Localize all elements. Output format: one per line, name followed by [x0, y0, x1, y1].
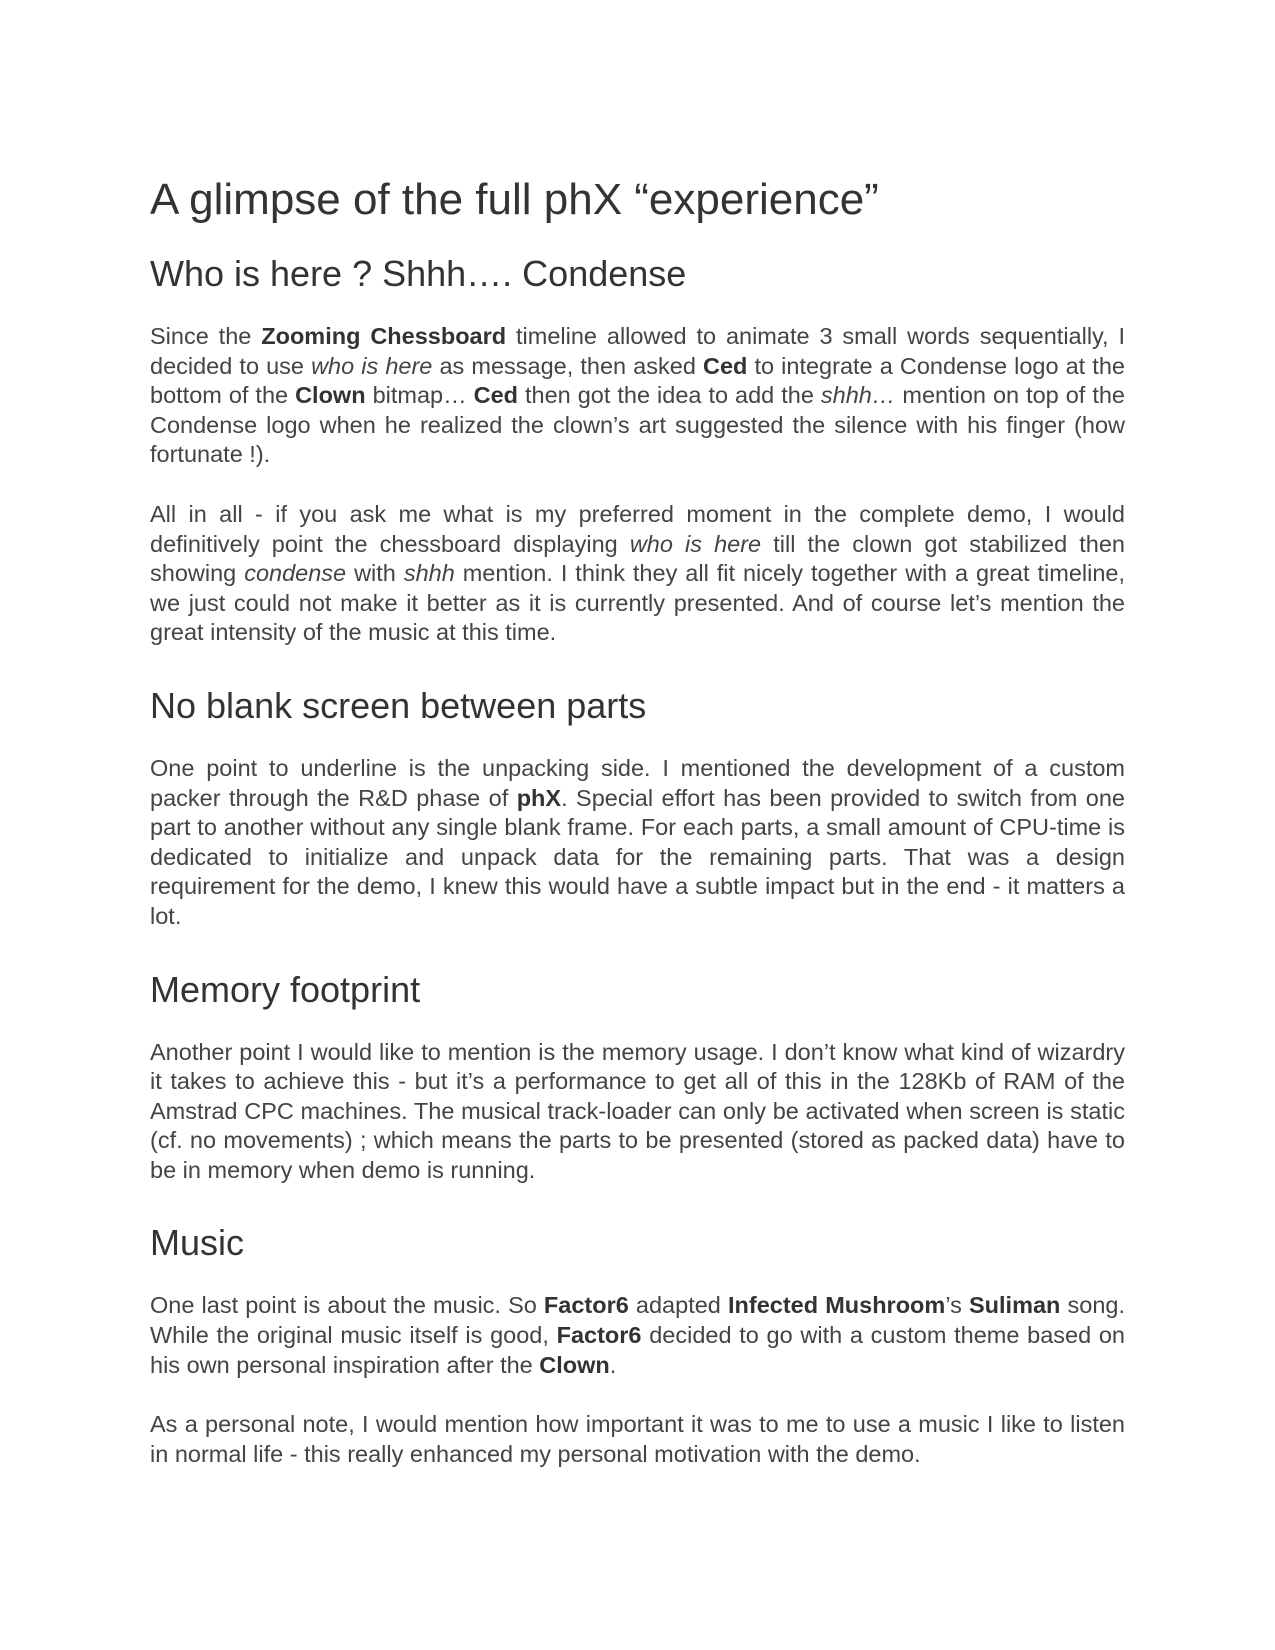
- bold-text: Ced: [473, 382, 518, 409]
- paragraph-music-adaptation: One last point is about the music. So Factor6 adapted Infected Mushroom’s Suliman song. While the original music itself is good, Factor6 decided to go with a custom theme based on his own personal inspiration after the Clown.: [150, 1292, 1126, 1378]
- paragraph-chessboard-message: Since the Zooming Chessboard timeline allowed to animate 3 small words sequentially, I decided to use who is here as message, then asked Ced to integrate a Condense logo at the bottom of the Clown bitmap… Ced then got the idea to add the shhh… mention on top of the Condense logo when he realized the clown’s art suggested the silence with his finger (how fortunate !).: [150, 323, 1125, 468]
- italic-text: who is here: [629, 530, 762, 557]
- document-page: [150, 170, 1125, 1469]
- bold-text: Clown: [295, 382, 366, 409]
- paragraph-unpacking: One point to underline is the unpacking side. I mentioned the development of a custom packer through the R&D phase of phX. Special effort has been provided to switch from one part to another without any single blank frame. For each parts, a small amount of CPU-time is dedicated to initialize and unpack data for the remaining parts. That was a design requirement for the demo, I knew this would have a subtle impact but in the end - it matters a lot.: [150, 754, 1126, 929]
- section-heading-who-is-here: Who is here ? Shhh…. Condense: [150, 253, 687, 294]
- bold-text: Factor6: [543, 1292, 629, 1319]
- section-heading-no-blank-screen: No blank screen between parts: [150, 684, 647, 726]
- section-heading-music: Music: [150, 1222, 245, 1264]
- bold-text: Infected Mushroom: [727, 1292, 946, 1319]
- bold-text: Factor6: [556, 1322, 642, 1349]
- bold-text: Suliman: [968, 1292, 1061, 1319]
- bold-text: Clown: [539, 1351, 610, 1378]
- paragraph-preferred-moment: All in all - if you ask me what is my preferred moment in the complete demo, I would definitively point the chessboard displaying who is here till the clown got stabilized then showing condense with shhh mention. I think they all fit nicely together with a great timeline, we just could not make it better as it is currently presented. And of course let’s mention the great intensity of the music at this time.: [150, 500, 1125, 646]
- paragraph-personal-note: As a personal note, I would mention how important it was to me to use a music I like to listen in normal life - this really enhanced my personal motivation with the demo.: [150, 1411, 1125, 1467]
- italic-text: shhh: [403, 560, 455, 587]
- section-heading-memory-footprint: Memory footprint: [150, 968, 421, 1010]
- italic-text: who is here: [311, 352, 433, 379]
- paragraph-memory-usage: Another point I would like to mention is the memory usage. I don’t know what kind of wizardry it takes to achieve this - but it’s a performance to get all of this in the 128Kb of RAM of the Amstrad CPC machines. The musical track-loader can only be activated when screen is static (cf. no movements) ; which means the parts to be presented (stored as packed data) have to be in memory when demo is running.: [150, 1038, 1125, 1183]
- document-title: A glimpse of the full phX “experience”: [150, 175, 879, 224]
- italic-text: condense: [244, 560, 347, 587]
- italic-text: shhh…: [820, 382, 896, 409]
- bold-text: Zooming Chessboard: [261, 323, 507, 349]
- bold-text: phX: [516, 784, 562, 811]
- bold-text: Ced: [702, 352, 748, 379]
